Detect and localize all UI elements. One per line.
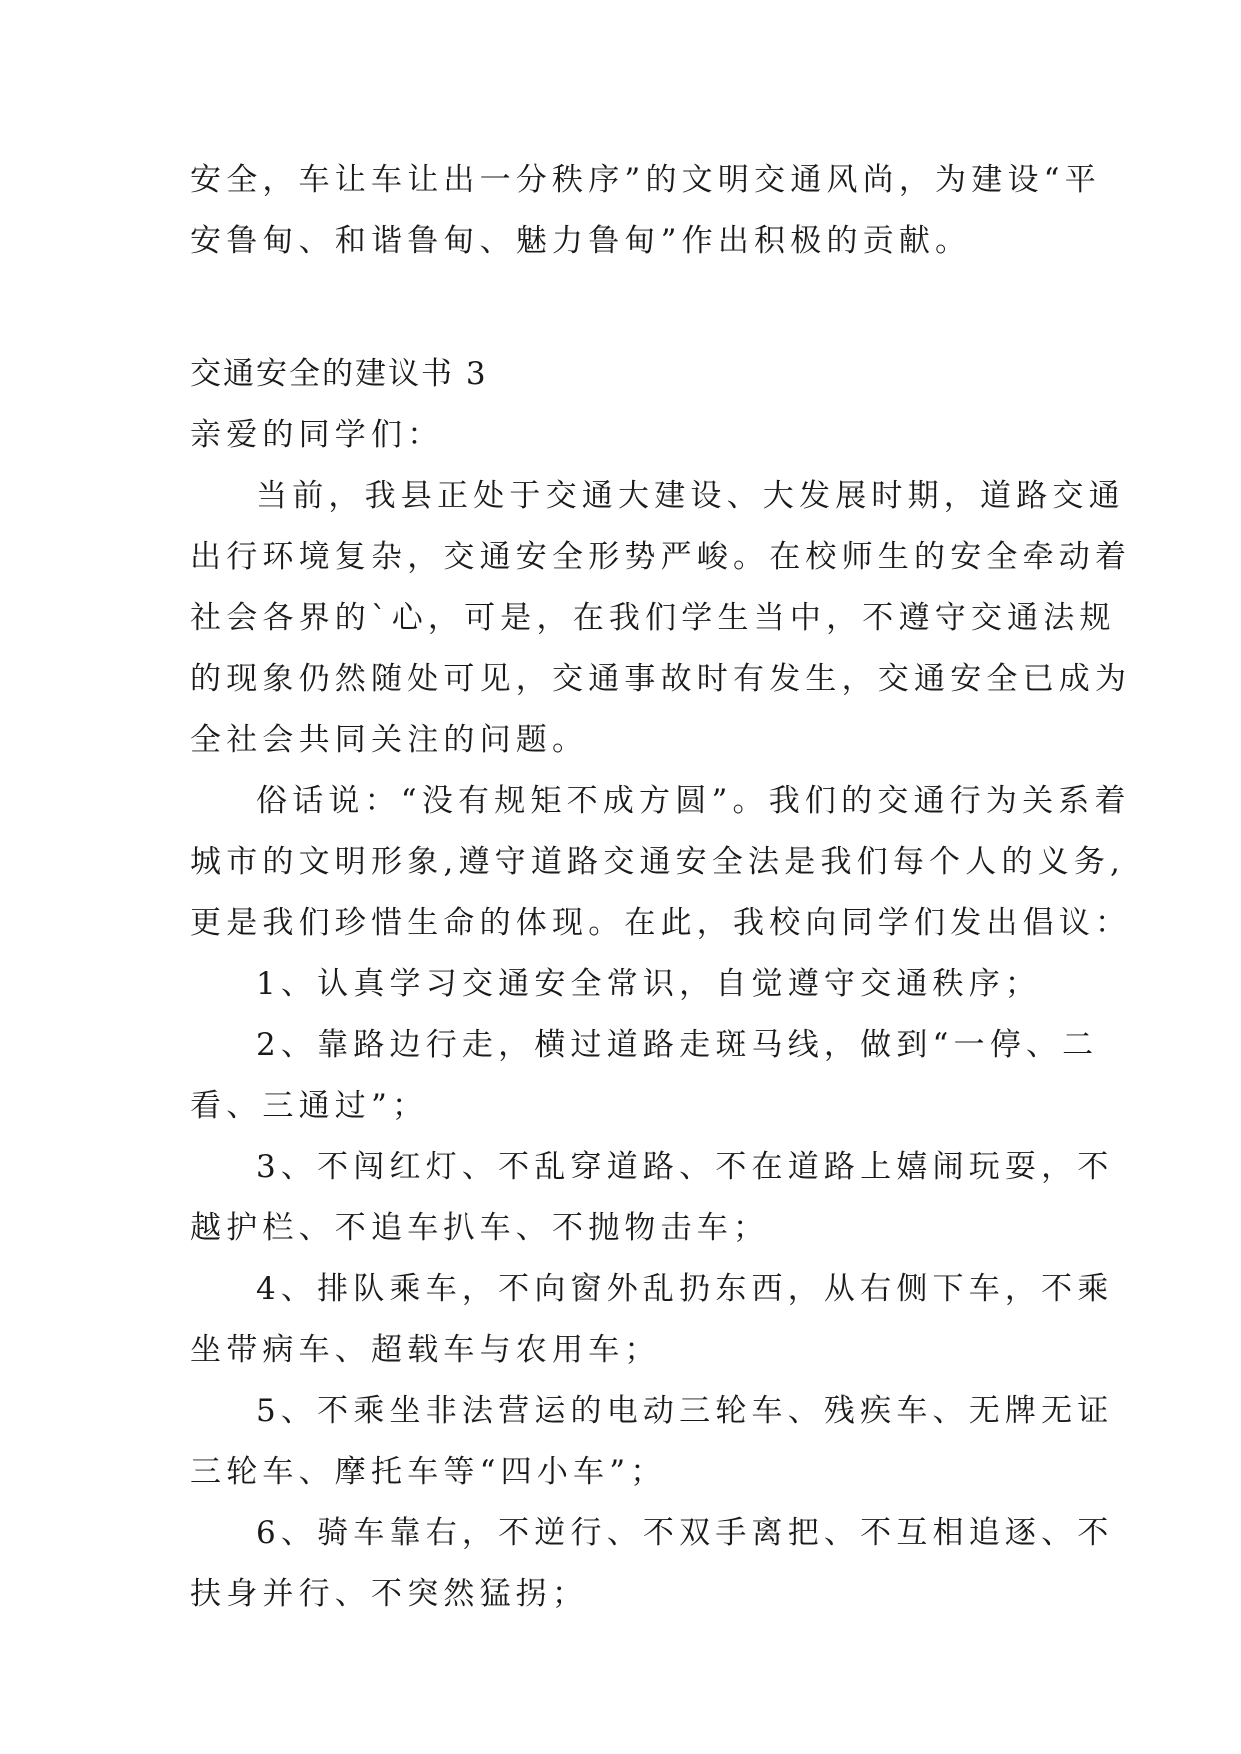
text-line: 安全，车让车让出一分秩序”的文明交通风尚，为建设“平 xyxy=(190,162,1101,198)
continued-paragraph xyxy=(190,150,1101,272)
paragraph-situation xyxy=(190,466,1132,771)
document-page xyxy=(190,150,1132,1625)
text-line: 全社会共同关注的问题。 xyxy=(190,722,589,758)
text-line: 扶身并行、不突然猛拐； xyxy=(190,1576,589,1612)
text-line: 城市的文明形象,遵守道路交通安全法是我们每个人的义务, xyxy=(190,844,1126,880)
text-line: 2、靠路边行走，横过道路走斑马线，做到“一停、二 xyxy=(256,1027,1099,1063)
list-item-2 xyxy=(190,1015,1099,1137)
text-line: 的现象仍然随处可见，交通事故时有发生，交通安全已成为 xyxy=(190,661,1132,697)
text-line: 看、三通过”； xyxy=(190,1088,429,1124)
text-line: 5、不乘坐非法营运的电动三轮车、残疾车、无牌无证 xyxy=(256,1393,1114,1429)
text-line: 社会各界的`心，可是，在我们学生当中，不遵守交通法规 xyxy=(190,600,1116,636)
list-item-4 xyxy=(190,1259,1114,1381)
text-line: 俗话说：“没有规矩不成方圆”。我们的交通行为关系着 xyxy=(256,783,1131,819)
list-item-6 xyxy=(190,1503,1114,1625)
text-line: 1、认真学习交通安全常识，自觉遵守交通秩序； xyxy=(256,966,1042,1002)
text-line: 安鲁甸、和谐鲁甸、魅力鲁甸”作出积极的贡献。 xyxy=(190,223,972,259)
text-line: 当前，我县正处于交通大建设、大发展时期，道路交通 xyxy=(256,478,1125,514)
text-line: 越护栏、不追车扒车、不抛物击车； xyxy=(190,1210,770,1246)
text-line: 出行环境复杂，交通安全形势严峻。在校师生的安全牵动着 xyxy=(190,539,1132,575)
list-item-1 xyxy=(190,954,1060,1015)
list-item-3 xyxy=(190,1137,1114,1259)
text-line: 坐带病车、超载车与农用车； xyxy=(190,1332,661,1368)
text-line: 3、不闯红灯、不乱穿道路、不在道路上嬉闹玩耍，不 xyxy=(256,1149,1114,1185)
list-item-5 xyxy=(190,1381,1114,1503)
text-line: 6、骑车靠右，不逆行、不双手离把、不互相追逐、不 xyxy=(256,1515,1114,1551)
text-line: 4、排队乘车，不向窗外乱扔东西，从右侧下车，不乘 xyxy=(256,1271,1114,1307)
section-gap xyxy=(190,272,1060,344)
salutation: 亲爱的同学们： xyxy=(190,417,444,453)
text-line: 更是我们珍惜生命的体现。在此，我校向同学们发出倡议： xyxy=(190,905,1132,941)
paragraph-proverb xyxy=(190,771,1132,954)
section-title: 交通安全的建议书 3 xyxy=(190,356,488,392)
text-line: 三轮车、摩托车等“四小车”； xyxy=(190,1454,667,1490)
